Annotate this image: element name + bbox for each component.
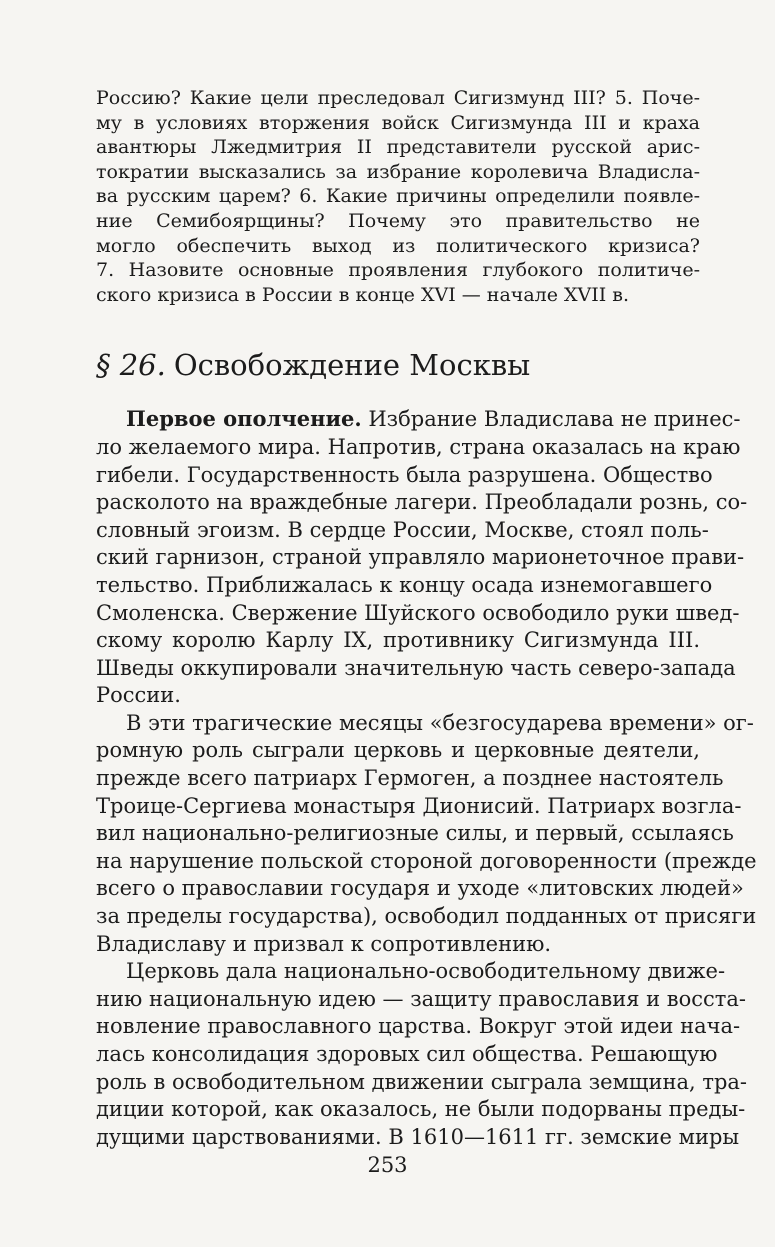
paragraph-line: ло желаемого мира. Напротив, страна оказалась на краю [96, 434, 741, 459]
paragraph-line: гибели. Государственность была разрушена. Общество [96, 462, 713, 487]
paragraph-line: диции которой, как оказалось, не были подорваны преды- [96, 1097, 746, 1122]
paragraph-line: всего о православии государя и уходе «литовских людей» [96, 876, 744, 901]
paragraph-line: на нарушение польской стороной договоренности (прежде [96, 848, 757, 873]
paragraph-line: России. [96, 683, 181, 708]
section-title: Освобождение Москвы [173, 348, 531, 383]
paragraph-line: роль в освободительном движении сыграла земщина, тра- [96, 1069, 747, 1094]
paragraph-line: Церковь дала национально-освободительному движе- [126, 959, 726, 984]
question-line: му в условиях вторжения войск Сигизмунда III и краха [96, 111, 700, 134]
question-line: ние Семибоярщины? Почему это правительство не [96, 209, 700, 232]
question-line: ва русским царем? 6. Какие причины определили появле- [96, 185, 700, 208]
question-line: тократии высказались за избрание королевича Владисла- [96, 160, 700, 183]
paragraph-line: ромную роль сыграли церковь и церковные деятели, [96, 738, 700, 763]
paragraph-national-idea [96, 958, 747, 1151]
paragraph-first-militia [96, 405, 748, 710]
question-line: ского кризиса в России в конце XVI — начале XVII в. [96, 283, 630, 306]
question-line: авантюры Лжедмитрия II представители русской арис- [96, 136, 700, 159]
paragraph-line: новление православного царства. Вокруг этой идеи нача- [96, 1014, 741, 1039]
page-content [96, 86, 757, 1151]
paragraph-line: ский гарнизон, страной управляло марионеточное прави- [96, 545, 745, 570]
paragraph-church-role [96, 710, 757, 958]
paragraph-line: лась консолидация здоровых сил общества. Решающую [96, 1042, 718, 1066]
paragraph-line: за пределы государства), освободил подданных от присяги [96, 904, 757, 929]
question-line: Россию? Какие цели преследовал Сигизмунд III? 5. Поче- [96, 87, 700, 109]
paragraph-line: словный эгоизм. В сердце России, Москве, стоял поль- [96, 517, 709, 542]
body-text [96, 405, 757, 1151]
review-questions [96, 86, 700, 307]
paragraph-line: вил национально-религиозные силы, и первый, ссылаясь [96, 821, 734, 846]
page-number: 253 [367, 1153, 408, 1177]
paragraph-line: скому королю Карлу IX, противнику Сигизмунда III. [96, 628, 700, 653]
paragraph-line: нию национальную идею — защиту православия и восста- [96, 986, 747, 1011]
paragraph-line: дущими царствованиями. В 1610—1611 гг. земские миры [96, 1124, 740, 1149]
paragraph-line: Владиславу и призвал к сопротивлению. [96, 931, 552, 956]
paragraph-line: Смоленска. Свержение Шуйского освободило руки швед- [96, 600, 740, 625]
section-number: § 26. [96, 348, 166, 383]
paragraph-line: прежде всего патриарх Гермоген, а позднее настоятель [96, 766, 724, 791]
paragraph-lead: Первое ополчение. [126, 406, 362, 432]
paragraph-line: В эти трагические месяцы «безгосударева времени» ог- [126, 710, 754, 735]
paragraph-line: тельство. Приближалась к концу осада изнемогавшего [96, 572, 713, 597]
paragraph-line: расколото на враждебные лагери. Преобладали рознь, со- [96, 490, 748, 515]
paragraph-line: Первое ополчение. Избрание Владислава не принес- [126, 406, 741, 432]
paragraph-line: Шведы оккупировали значительную часть северо-запада [96, 655, 736, 680]
question-line: могло обеспечить выход из политического кризиса? [96, 234, 700, 257]
question-line: 7. Назовите основные проявления глубокого политиче- [96, 259, 700, 282]
section-heading [96, 347, 700, 383]
paragraph-line: Троице-Сергиева монастыря Дионисий. Патриарх возгла- [96, 793, 742, 818]
